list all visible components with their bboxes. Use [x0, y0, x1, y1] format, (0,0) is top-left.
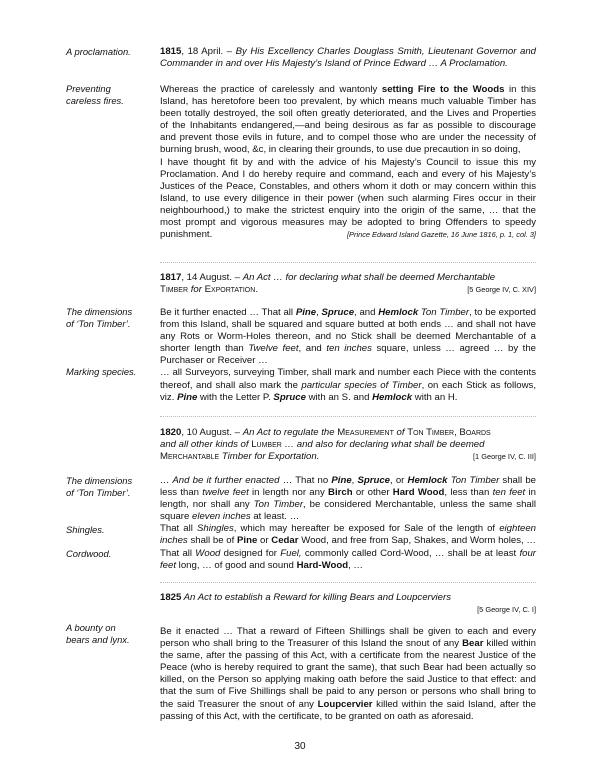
section-date: , 18 April. –	[181, 46, 236, 57]
heading-line	[160, 451, 536, 463]
text-italic: Twelve feet	[248, 343, 299, 355]
text-bold: Bear	[462, 638, 484, 650]
text: designed for	[220, 547, 281, 559]
section-divider	[160, 416, 536, 417]
section-title: By His Excellency Charles Douglass Smith, Lieutenant Governor and Commander in and over His Majesty’s Island of Prince Edward … A Proclamation.	[160, 46, 536, 70]
paragraph	[160, 626, 536, 723]
section-date: , 14 August. –	[181, 272, 243, 283]
text-bold-italic: Pine	[177, 391, 198, 403]
section-year: 1825	[160, 592, 182, 603]
paragraph	[160, 523, 536, 571]
margin-note-line: A bounty on	[66, 622, 116, 633]
section-divider	[160, 262, 536, 263]
section-year: 1817	[160, 272, 182, 283]
section-1825-body	[160, 626, 536, 723]
text: , to be exported from this Island, shall be squared and square butted at both ends … and shall not have any Rots or Worm-Holes thereon, and no Stick shall be deemed Merchantable of a shorter length than	[160, 307, 536, 355]
text: in length nor any	[248, 487, 329, 499]
text: commonly called Cord-Wood, … shall be at least	[301, 547, 520, 559]
margin-note-line: of ‘Ton Timber’.	[66, 487, 131, 498]
section-title: An Act … for declaring what shall be deemed Merchantable	[242, 272, 496, 283]
text: or other	[352, 487, 393, 499]
text-bold: Pine	[237, 535, 258, 547]
paragraph	[160, 307, 536, 367]
margin-note-line: careless fires.	[66, 95, 124, 106]
text: , …	[348, 559, 364, 571]
margin-note-proclamation: A proclamation.	[66, 46, 131, 57]
margin-note-bounty	[66, 622, 152, 646]
section-1815-body	[160, 84, 536, 241]
text-bold: Birch	[328, 487, 353, 499]
citation: [Prince Edward Island Gazette, 16 June 1816, p. 1, col. 3]	[347, 230, 536, 240]
text-bold-italic: Hemlock	[372, 391, 413, 403]
text-italic: for	[188, 284, 205, 296]
text: killed within the said Island, after the passing of this Act, with the certificate, to be granted on oath as aforesaid.	[160, 698, 536, 722]
text: square, unless … agreed … by the Purchaser or Receiver …	[160, 343, 537, 367]
margin-note-line: Preventing	[66, 83, 111, 94]
text-italic: ten inches	[326, 343, 372, 355]
heading-line	[160, 439, 536, 451]
text: , less than	[444, 487, 493, 499]
text: , and	[354, 307, 379, 318]
paragraph	[160, 367, 536, 403]
text: , and	[298, 343, 327, 355]
text: , on each Stick as follows, viz.	[160, 379, 536, 403]
heading-line	[160, 427, 536, 439]
text-bold-italic: Hemlock	[407, 475, 448, 486]
margin-note-cordwood: Cordwood.	[66, 548, 112, 559]
text-italic: ten feet	[492, 487, 526, 499]
text-italic: four feet	[160, 547, 536, 571]
margin-note-line: bears and lynx.	[66, 634, 130, 645]
section-year: 1820	[160, 427, 182, 438]
section-title: An Act to establish a Reward for killing Bears and Loupcerviers	[181, 592, 451, 603]
text: shall be of	[187, 535, 238, 547]
section-1817-body	[160, 307, 536, 404]
text-italic: Shingles	[196, 523, 234, 535]
heading-line	[160, 284, 536, 296]
citation: [5 George IV, C. I]	[477, 605, 536, 615]
section-1820-body	[160, 475, 536, 572]
margin-note-marking-species: Marking species.	[66, 366, 137, 377]
text: … That no	[279, 475, 332, 486]
text-italic: Ton Timber	[253, 499, 304, 511]
text: .	[255, 284, 258, 296]
margin-note-preventing-fires	[66, 83, 152, 107]
text: ,	[316, 307, 322, 318]
section-1820-heading	[160, 427, 536, 463]
text-bold: Cedar	[271, 535, 299, 547]
margin-note-ton-timber-1820	[66, 475, 152, 499]
section-1825-heading	[160, 592, 536, 615]
text-bold: Loupcervier	[317, 698, 373, 710]
text-smallcaps: Merchantable	[160, 451, 220, 463]
citation: [1 George IV, C. III]	[473, 452, 536, 462]
text: Whereas the practice of carelessly and wantonly	[160, 84, 382, 95]
page-number: 30	[294, 741, 306, 752]
text: at least. …	[250, 511, 300, 523]
text: with an H.	[412, 391, 458, 403]
section-1817-heading	[160, 272, 536, 296]
paragraph	[160, 84, 536, 157]
text: … all Surveyors, surveying Timber, shall mark and number each Piece with the contents thereof, and shall also mark the	[160, 367, 536, 391]
text: , or	[390, 475, 408, 486]
margin-note-line: The dimensions	[66, 475, 133, 486]
text-bold-italic: Spruce	[357, 475, 391, 486]
paragraph	[160, 157, 536, 242]
text: That all	[160, 523, 197, 535]
text: I have thought fit by and with the advice of his Majesty’s Council to issue this my Proclamation. And I do hereby require and command, each and every of his Majesty’s Justices of the Peace, Constables, and others whom it doth or may concern within this Island, to use every diligence in their power (when such alarming Fires occur in their neighbourhood,) to make the strictest enquiry into the origin of the same, … that the most prompt and vigorous measures may be adopted to bring Offenders to speedy punishment.	[160, 156, 536, 241]
text: with the Letter P.	[197, 391, 274, 403]
citation: [5 George IV, C. XIV]	[467, 285, 536, 295]
text-bold-italic: Pine	[331, 475, 352, 486]
text-italic: Wood	[195, 547, 221, 559]
text-italic: An Act to regulate the	[242, 427, 338, 438]
text-italic: Timber for Exportation.	[219, 451, 320, 463]
text-italic: … And be it further enacted	[160, 475, 280, 486]
text-italic: and all other kinds of	[160, 439, 252, 451]
margin-note-shingles: Shingles.	[66, 524, 105, 535]
text: , which may hereafter be exposed for Sale of the length of	[233, 523, 500, 535]
text-italic: … and also for declaring what shall be deemed	[281, 439, 485, 451]
text: , be considered Merchantable, unless the same shall square	[160, 499, 536, 523]
text: shall be less than	[160, 475, 536, 499]
text: with an S. and	[305, 391, 373, 403]
section-divider	[160, 582, 536, 583]
section-date: , 10 August. –	[181, 427, 243, 438]
text-bold-italic: Spruce	[273, 391, 306, 403]
text-italic: eighteen inches	[160, 523, 536, 547]
text: long, … of good and sound	[176, 559, 297, 571]
text: in length, nor shall any	[160, 487, 536, 511]
margin-note-line: of ‘Ton Timber’.	[66, 318, 131, 329]
text-bold-italic: Pine	[295, 307, 317, 318]
text-smallcaps: Timber	[160, 284, 189, 296]
text-bold-italic: Spruce	[321, 307, 355, 318]
text-italic: particular species of Timber	[301, 379, 422, 391]
section-1815-heading	[160, 46, 536, 70]
text-smallcaps: Ton Timber, Boards	[407, 427, 491, 438]
text: Wood, and free from Sap, Shakes, and Worm holes, … That all	[160, 535, 536, 559]
text-bold: setting Fire to the Woods	[381, 84, 505, 95]
text-italic: twelve feet	[202, 487, 249, 499]
text-smallcaps: Exportation	[204, 284, 256, 296]
text: killed within the same, after the passing of this Act, with a certificate from the nearest Justice of the Peace (who is hereby required to grant the same), that such Bear had been actually so killed, on the Person so applying making oath before the said Justice to that effect: and that the sum of Five Shillings shall be paid to any person or persons who shall bring to the said Treasurer the snout of any	[160, 638, 536, 710]
text: ,	[351, 475, 358, 486]
text: in this Island, has heretofore been too prevalent, by which means much valuable Timber has been totally destroyed, the soil often greatly deteriorated, and the Lives and Properties of the Inhabitants endangered,—and being desirous as far as possible to discourage and prevent those evils in future, and to compel those who are under the necessity of burning brush, wood, &c, in clearing their grounds, to use due precaution in so doing,	[160, 84, 536, 156]
paragraph	[160, 475, 536, 523]
heading-line	[160, 272, 536, 284]
text-italic: Ton Timber	[447, 475, 500, 486]
margin-note-line: The dimensions	[66, 306, 133, 317]
text-italic: Fuel,	[280, 547, 302, 559]
text-italic: of	[393, 427, 408, 438]
text-bold: Hard-Wood	[296, 559, 349, 571]
text: or	[257, 535, 272, 547]
text-smallcaps: Lumber	[251, 439, 282, 451]
text-italic: eleven inches	[192, 511, 251, 523]
text-bold: Hard Wood	[392, 487, 445, 499]
text: Be it enacted … That a reward of Fifteen Shillings shall be given to each and every person who shall bring to the Treasurer of this Island the snout of any	[160, 626, 536, 650]
section-year: 1815	[160, 46, 182, 57]
text: Be it further enacted … That all	[160, 307, 296, 318]
margin-note-ton-timber-1817	[66, 306, 152, 330]
text-bold-italic: Hemlock	[378, 307, 419, 318]
heading-line	[160, 592, 536, 604]
text-italic: Ton Timber	[418, 307, 470, 318]
text-smallcaps: Measurement	[337, 427, 394, 438]
